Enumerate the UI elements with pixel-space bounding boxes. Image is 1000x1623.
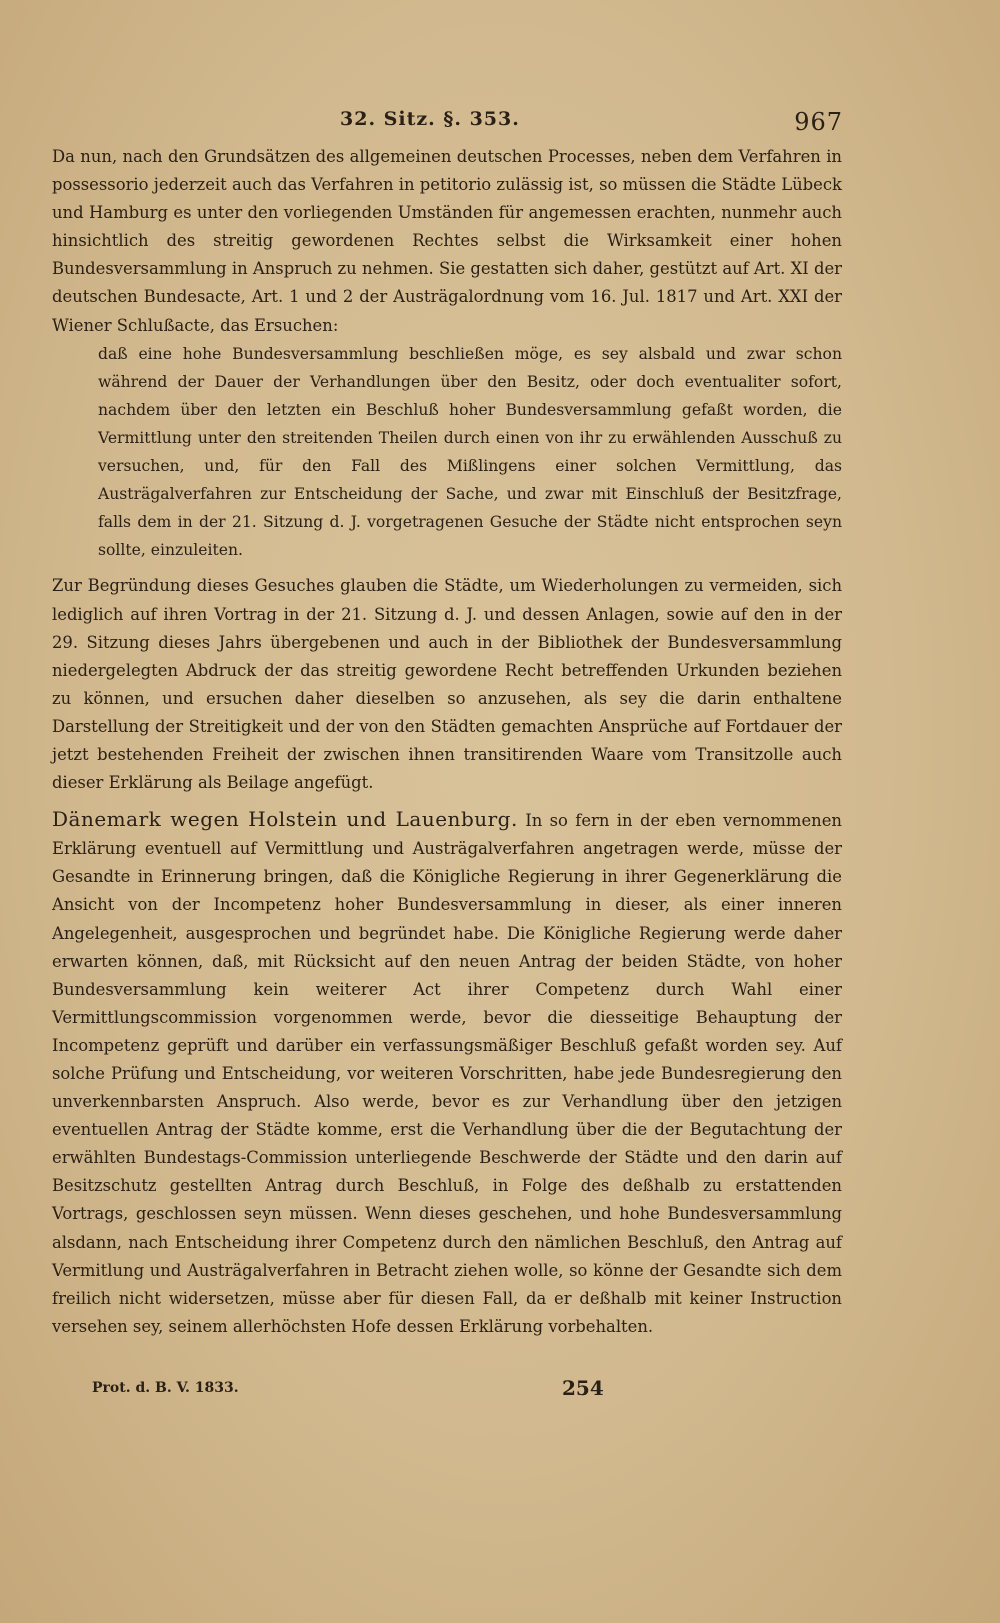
body-text <box>52 143 842 1341</box>
paragraph-1: Da nun, nach den Grundsätzen des allgemeinen deutschen Processes, neben dem Verfahren in possessorio jederzeit auch das Verfahren in petitorio zulässig ist, so müssen die Städte Lübeck und Hamburg es unter den vorliegenden Umständen für angemessen erachten, nunmehr auch hinsichtlich des streitig gewordenen Rechtes selbst die Wirksamkeit einer hohen Bundesversammlung in Anspruch zu nehmen. Sie gestatten sich daher, gestützt auf Art. XI der deutschen Bundesacte, Art. 1 und 2 der Austrägalordnung vom 16. Jul. 1817 und Art. XXI der Wiener Schlußacte, das Ersuchen: <box>52 147 842 335</box>
signature-mark: Prot. d. B. V. 1833. <box>92 1380 239 1396</box>
page-header <box>50 108 843 148</box>
paragraph-3-container <box>52 805 842 1341</box>
section-heading: Dänemark wegen Holstein und Lauenburg. <box>52 807 518 832</box>
paragraph-2: Zur Begründung dieses Gesuches glauben die Städte, um Wiederholungen zu vermeiden, sich lediglich auf ihren Vortrag in der 21. Sitzung d. J. und dessen Anlagen, sowie auf den in der 29. Sitzung dieses Jahrs übergebenen und auch in der Bibliothek der Bundesversammlung niedergelegten Abdruck der das streitig gewordene Recht betreffenden Urkunden beziehen zu können, und ersuchen daher dieselben so anzusehen, als sey die darin enthaltene Darstellung der Streitigkeit und der von den Städten gemachten Ansprüche auf Fortdauer der jetzt bestehenden Freiheit der zwischen ihnen transitirenden Waare vom Transitzolle auch dieser Erklärung als Beilage angefügt. <box>52 576 842 793</box>
sheet-number: 254 <box>562 1376 604 1400</box>
paragraph-3: In so fern in der eben vernommenen Erklärung eventuell auf Vermittlung und Austrägalverfahren angetragen werde, müsse der Gesandte in Erinnerung bringen, daß die Königliche Regierung in ihrer Gegenerklärung die Ansicht von der Incompetenz hoher Bundesversammlung in dieser, als einer inneren Angelegenheit, ausgesprochen und begründet habe. Die Königliche Regierung werde daher erwarten können, daß, mit Rücksicht auf den neuen Antrag der beiden Städte, von hoher Bundesversammlung kein weiterer Act ihrer Competenz durch Wahl einer Vermittlungscommission vorgenommen werde, bevor die diesseitige Behauptung der Incompetenz geprüft und darüber ein verfassungsmäßiger Beschluß gefaßt worden sey. Auf solche Prüfung und Entscheidung, vor weiteren Vorschritten, habe jede Bundesregierung den unverkennbarsten Anspruch. Also werde, bevor es zur Verhandlung über den jetzigen eventuellen Antrag der Städte komme, erst die Verhandlung über die der Begutachtung der erwählten Bundestags-Commission unterliegende Beschwerde der Städte und den darin auf Besitzschutz gestellten Antrag durch Beschluß, in Folge des deßhalb zu erstattenden Vortrags, geschlossen seyn müssen. Wenn dieses geschehen, und hohe Bundesversammlung alsdann, nach Entscheidung ihrer Competenz durch den nämlichen Beschluß, den Antrag auf Vermitlung und Austrägalverfahren in Betracht ziehen wolle, so könne der Gesandte sich dem freilich nicht widersetzen, müsse aber für diesen Fall, da er deßhalb mit keiner Instruction versehen sey, seinem allerhöchsten Hofe dessen Erklärung vorbehalten. <box>52 811 842 1336</box>
page-number: 967 <box>794 108 843 136</box>
quoted-request: daß eine hohe Bundesversammlung beschließen möge, es sey alsbald und zwar schon während der Dauer der Verhandlungen über den Besitz, oder doch eventualiter sofort, nachdem über den letzten ein Beschluß hoher Bundesversammlung gefaßt worden, die Vermittlung unter den streitenden Theilen durch einen von ihr zu erwählenden Ausschuß zu versuchen, und, für den Fall des Mißlingens einer solchen Vermittlung, das Austrägalverfahren zur Entscheidung der Sache, und zwar mit Einschluß der Besitzfrage, falls dem in der 21. Sitzung d. J. vorgetragenen Gesuche der Städte nicht entsprochen seyn sollte, einzuleiten. <box>98 344 842 560</box>
running-head: 32. Sitz. §. 353. <box>340 108 520 130</box>
page-footer <box>92 1376 892 1410</box>
